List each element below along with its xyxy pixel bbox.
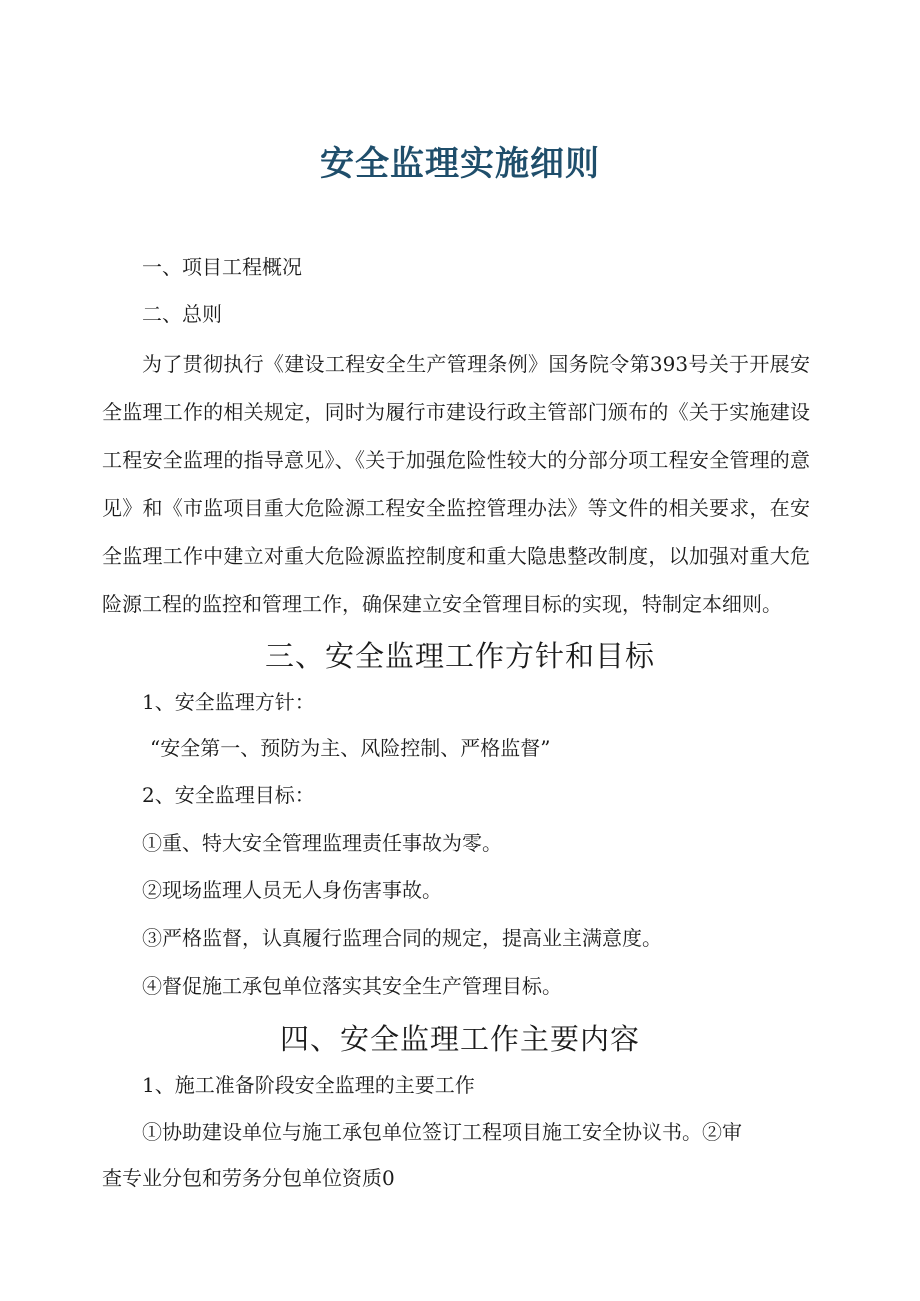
policy-quote: “安全第一、预防为主、风险控制、严格监督” <box>150 736 551 760</box>
general-paragraph: 为了贯彻执行《建设工程安全生产管理条例》国务院令第393号关于开展安全监理工作的相关规定，同时为履行市建设行政主管部门颁布的《关于实施建设工程安全监理的指导意见》、《关于加强危险性较大的分部分项工程安全管理的意见》和《市监项目重大危险源工程安全监控管理办法》等文件的相关要求，在安全监理工作中建立对重大危险源监控制度和重大隐患整改制度，以加强对重大危险源工程的监控和管理工作，确保建立安全管理目标的实现，特制定本细则。 <box>102 352 810 616</box>
section-heading-policy-goals: 三、安全监理工作方针和目标 <box>264 639 655 673</box>
prep-stage-heading: 1、施工准备阶段安全监理的主要工作 <box>142 1073 475 1097</box>
document-title: 安全监理实施细则 <box>320 144 600 184</box>
goal-item: ③严格监督，认真履行监理合同的规定，提高业主满意度。 <box>142 926 662 950</box>
section-heading-main-content: 四、安全监理工作主要内容 <box>279 1022 640 1056</box>
section-heading-project-overview: 一、项目工程概况 <box>142 255 302 279</box>
goal-item: ④督促施工承包单位落实其安全生产管理目标。 <box>142 974 562 998</box>
prep-stage-line-1: ①协助建设单位与施工承包单位签订工程项目施工安全协议书。②审 <box>142 1120 742 1144</box>
policy-label: 1、安全监理方针： <box>142 690 315 714</box>
section-heading-general: 二、总则 <box>142 302 222 326</box>
goal-item: ②现场监理人员无人身伤害事故。 <box>142 878 442 902</box>
prep-stage-line-2: 查专业分包和劳务分包单位资质0 <box>102 1166 395 1190</box>
goal-item: ①重、特大安全管理监理责任事故为零。 <box>142 831 502 855</box>
goals-label: 2、安全监理目标： <box>142 783 315 807</box>
